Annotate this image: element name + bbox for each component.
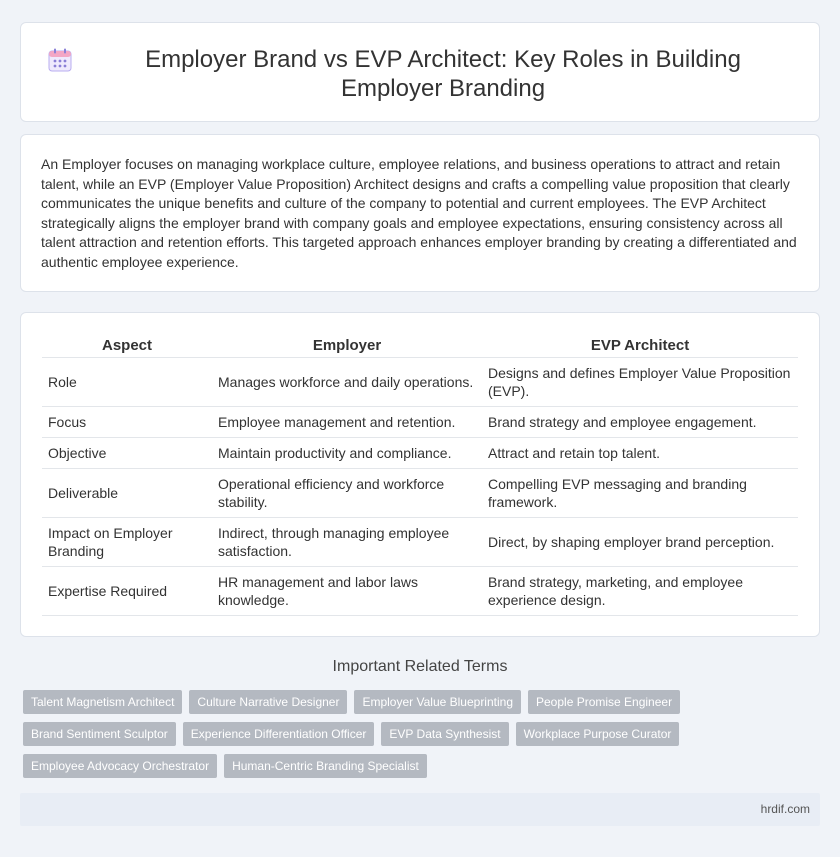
footer-site-link[interactable]: hrdif.com [760,802,810,816]
related-term-tag[interactable]: Brand Sentiment Sculptor [23,722,176,746]
cell-employer: HR management and labor laws knowledge. [212,567,482,616]
comparison-table [42,333,798,616]
related-term-tag[interactable]: Culture Narrative Designer [189,690,347,714]
table-row [42,469,798,518]
header-employer: Employer [212,333,482,358]
table-row [42,518,798,567]
footer-bar [20,793,820,826]
related-term-tag[interactable]: Experience Differentiation Officer [183,722,375,746]
header-evp-architect: EVP Architect [482,333,798,358]
table-row [42,438,798,469]
cell-employer: Employee management and retention. [212,407,482,438]
table-header-row [42,333,798,358]
cell-aspect: Objective [42,438,212,469]
related-term-tag[interactable]: People Promise Engineer [528,690,680,714]
cell-employer: Indirect, through managing employee satisfaction. [212,518,482,567]
cell-aspect: Expertise Required [42,567,212,616]
table-row [42,567,798,616]
table-row [42,407,798,438]
related-term-tag[interactable]: EVP Data Synthesist [381,722,508,746]
related-terms-title: Important Related Terms [332,658,508,675]
cell-employer: Manages workforce and daily operations. [212,358,482,407]
page-title: Employer Brand vs EVP Architect: Key Roles in Building Employer Branding [145,46,741,102]
related-term-tag[interactable]: Human-Centric Branding Specialist [224,754,427,778]
cell-evp-architect: Brand strategy and employee engagement. [482,407,798,438]
related-terms-list [23,690,683,778]
header-card [20,22,820,122]
header-aspect: Aspect [42,333,212,358]
cell-evp-architect: Designs and defines Employer Value Proposition (EVP). [482,358,798,407]
cell-evp-architect: Direct, by shaping employer brand perception. [482,518,798,567]
cell-aspect: Focus [42,407,212,438]
related-term-tag[interactable]: Employer Value Blueprinting [354,690,521,714]
intro-card [20,134,820,292]
cell-aspect: Role [42,358,212,407]
cell-employer: Operational efficiency and workforce stability. [212,469,482,518]
cell-evp-architect: Compelling EVP messaging and branding framework. [482,469,798,518]
related-term-tag[interactable]: Talent Magnetism Architect [23,690,182,714]
calendar-icon [47,47,73,73]
intro-paragraph: An Employer focuses on managing workplace culture, employee relations, and business operations to attract and retain talent, while an EVP (Employer Value Proposition) Architect designs and crafts a compelling value proposition that clearly communicates the unique benefits and culture of the company to potential and current employees. The EVP Architect strategically aligns the employer brand with company goals and employee expectations, ensuring consistency across all talent attraction and retention efforts. This targeted approach enhances employer branding by creating a differentiated and authentic employee experience. [41,156,797,270]
related-term-tag[interactable]: Employee Advocacy Orchestrator [23,754,217,778]
cell-evp-architect: Brand strategy, marketing, and employee experience design. [482,567,798,616]
cell-employer: Maintain productivity and compliance. [212,438,482,469]
comparison-card [20,312,820,637]
cell-evp-architect: Attract and retain top talent. [482,438,798,469]
cell-aspect: Impact on Employer Branding [42,518,212,567]
related-term-tag[interactable]: Workplace Purpose Curator [516,722,680,746]
cell-aspect: Deliverable [42,469,212,518]
table-row [42,358,798,407]
